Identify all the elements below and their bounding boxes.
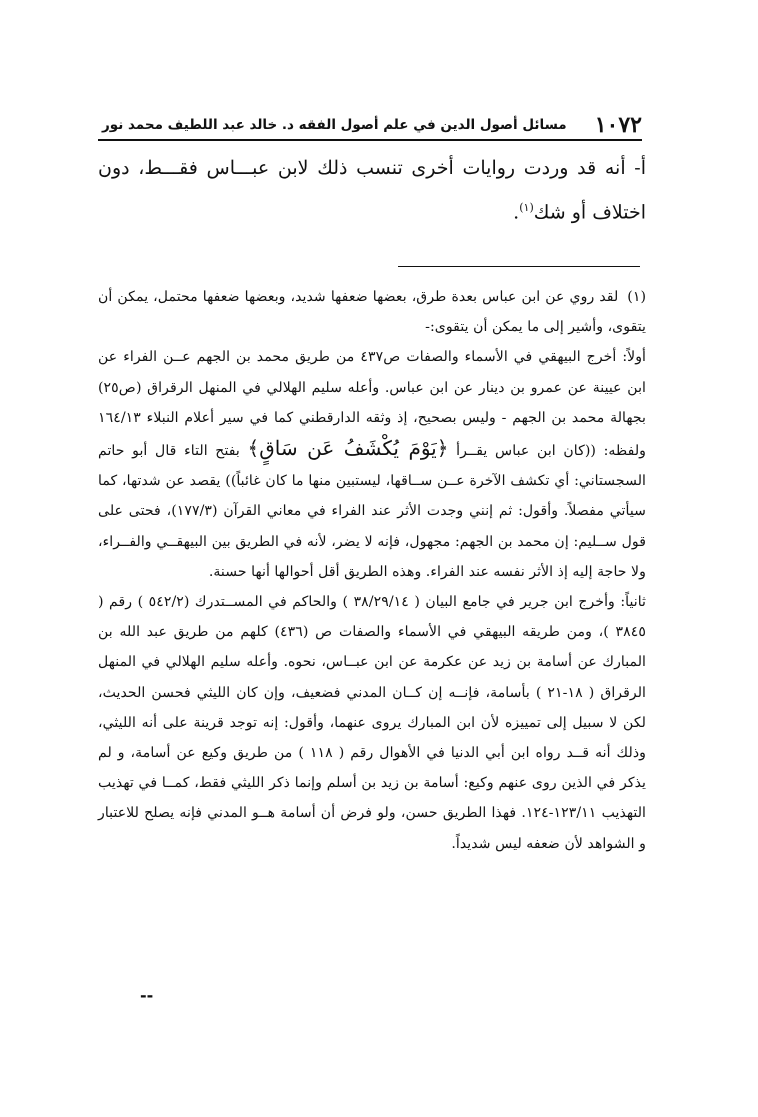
footnote-intro [98,282,646,342]
running-header [98,112,642,138]
first-narration-part2: بفتح التاء قال أبو حاتم السجستاني: أي تكشف الآخرة عــن ســاقها، ليستبين منها ما كان غائباً)) يقصد عن شدتها، كما سيأتي مفصلاً. وأقول: ثم إنني وجدت الأثر عند الفراء في معاني القرآن (١٧٧/٣)، فحتى على قول ســليم: إن محمد بن الجهم: مجهول، فإنه لا يضر، لأنه في الطريق بين البيهقــي والفــراء، ولا حاجة إليه إذ الأثر نفسه عند الفراء. وهذه الطريق أقل أحوالها أنها حسنة. [98,443,646,580]
header-rule [98,139,642,141]
main-text [98,148,646,232]
page-number: ١٠٧٢ [594,112,642,138]
footnote-reference[interactable]: (١) [519,201,534,214]
footnote-second-narration [98,587,646,859]
footnotes-section [98,282,646,859]
body-paragraph [98,148,646,232]
footnote-number: (١) [627,289,646,305]
continuation-mark: -- [140,986,154,1005]
paragraph-end-mark: . [513,201,520,224]
footnote-separator [398,266,640,267]
footnote-intro-text: لقد روي عن ابن عباس بعدة طرق، بعضها ضعفها شديد، وبعضها ضعفها محتمل، يمكن أن يتقوى، وأشير إلى ما يمكن أن يتقوى:- [98,289,646,336]
footnote-first-narration [98,342,646,587]
body-paragraph-text: أ- أنه قد وردت روايات أخرى تنسب ذلك لابن عبـــاس فقـــط، دون اختلاف أو شك [98,157,646,224]
quran-verse: ﴿يَوْمَ يُكْشَفُ عَن سَاقٍ﴾ [247,436,449,461]
second-narration-text: ثانياً: وأخرج ابن جرير في جامع البيان ( ٣٨/٢٩/١٤ ) والحاكم في المســتدرك (٥٤٢/٢ ) رقم ( ٣٨٤٥ )، ومن طريقه البيهقي في الأسماء والصفات ص (٤٣٦) كلهم من طريق عبد الله بن المبارك عن أسامة بن زيد عن عكرمة عن ابن عبــاس، نحوه. وأعله سليم الهلالي في المنهل الرقراق ( ١٨-٢١ ) بأسامة، فإنــه إن كــان المدني فضعيف، وإن كان الليثي فحسن الحديث، لكن لا سبيل إلى تمييزه لأن ابن المبارك يروى عنهما، وأقول: إنه توجد قرينة على أنه الليثي، وذلك أنه قــد رواه ابن أبي الدنيا في الأهوال رقم ( ١١٨ ) من طريق وكيع عن أسامة، و لم يذكر في الذين روى عنهم وكيع: أسامة بن زيد بن أسلم وإنما ذكر الليثي فقط، كمــا في تهذيب التهذيب ١٢٣/١١-١٢٤. فهذا الطريق حسن، ولو فرض أن أسامة هــو المدني فإنه يصلح للاعتبار و الشواهد لأن ضعفه ليس شديداً. [98,594,646,852]
first-narration-part1: أولاً: أخرج البيهقي في الأسماء والصفات ص٤٣٧ من طريق محمد بن الجهم عــن الفراء عن ابن عيينة عن عمرو بن دينار عن ابن عباس. وأعله سليم الهلالي في المنهل الرقراق (ص٢٥) بجهالة محمد بن الجهم - وليس بصحيح، إذ وثقه الدارقطني كما في سير أعلام النبلاء ١٦٤/١٣ ولفظه: ((كان ابن عباس يقــرأ [98,349,646,460]
running-title: مسائل أصول الدين في علم أصول الفقه د. خالد عبد اللطيف محمد نور [102,117,567,133]
